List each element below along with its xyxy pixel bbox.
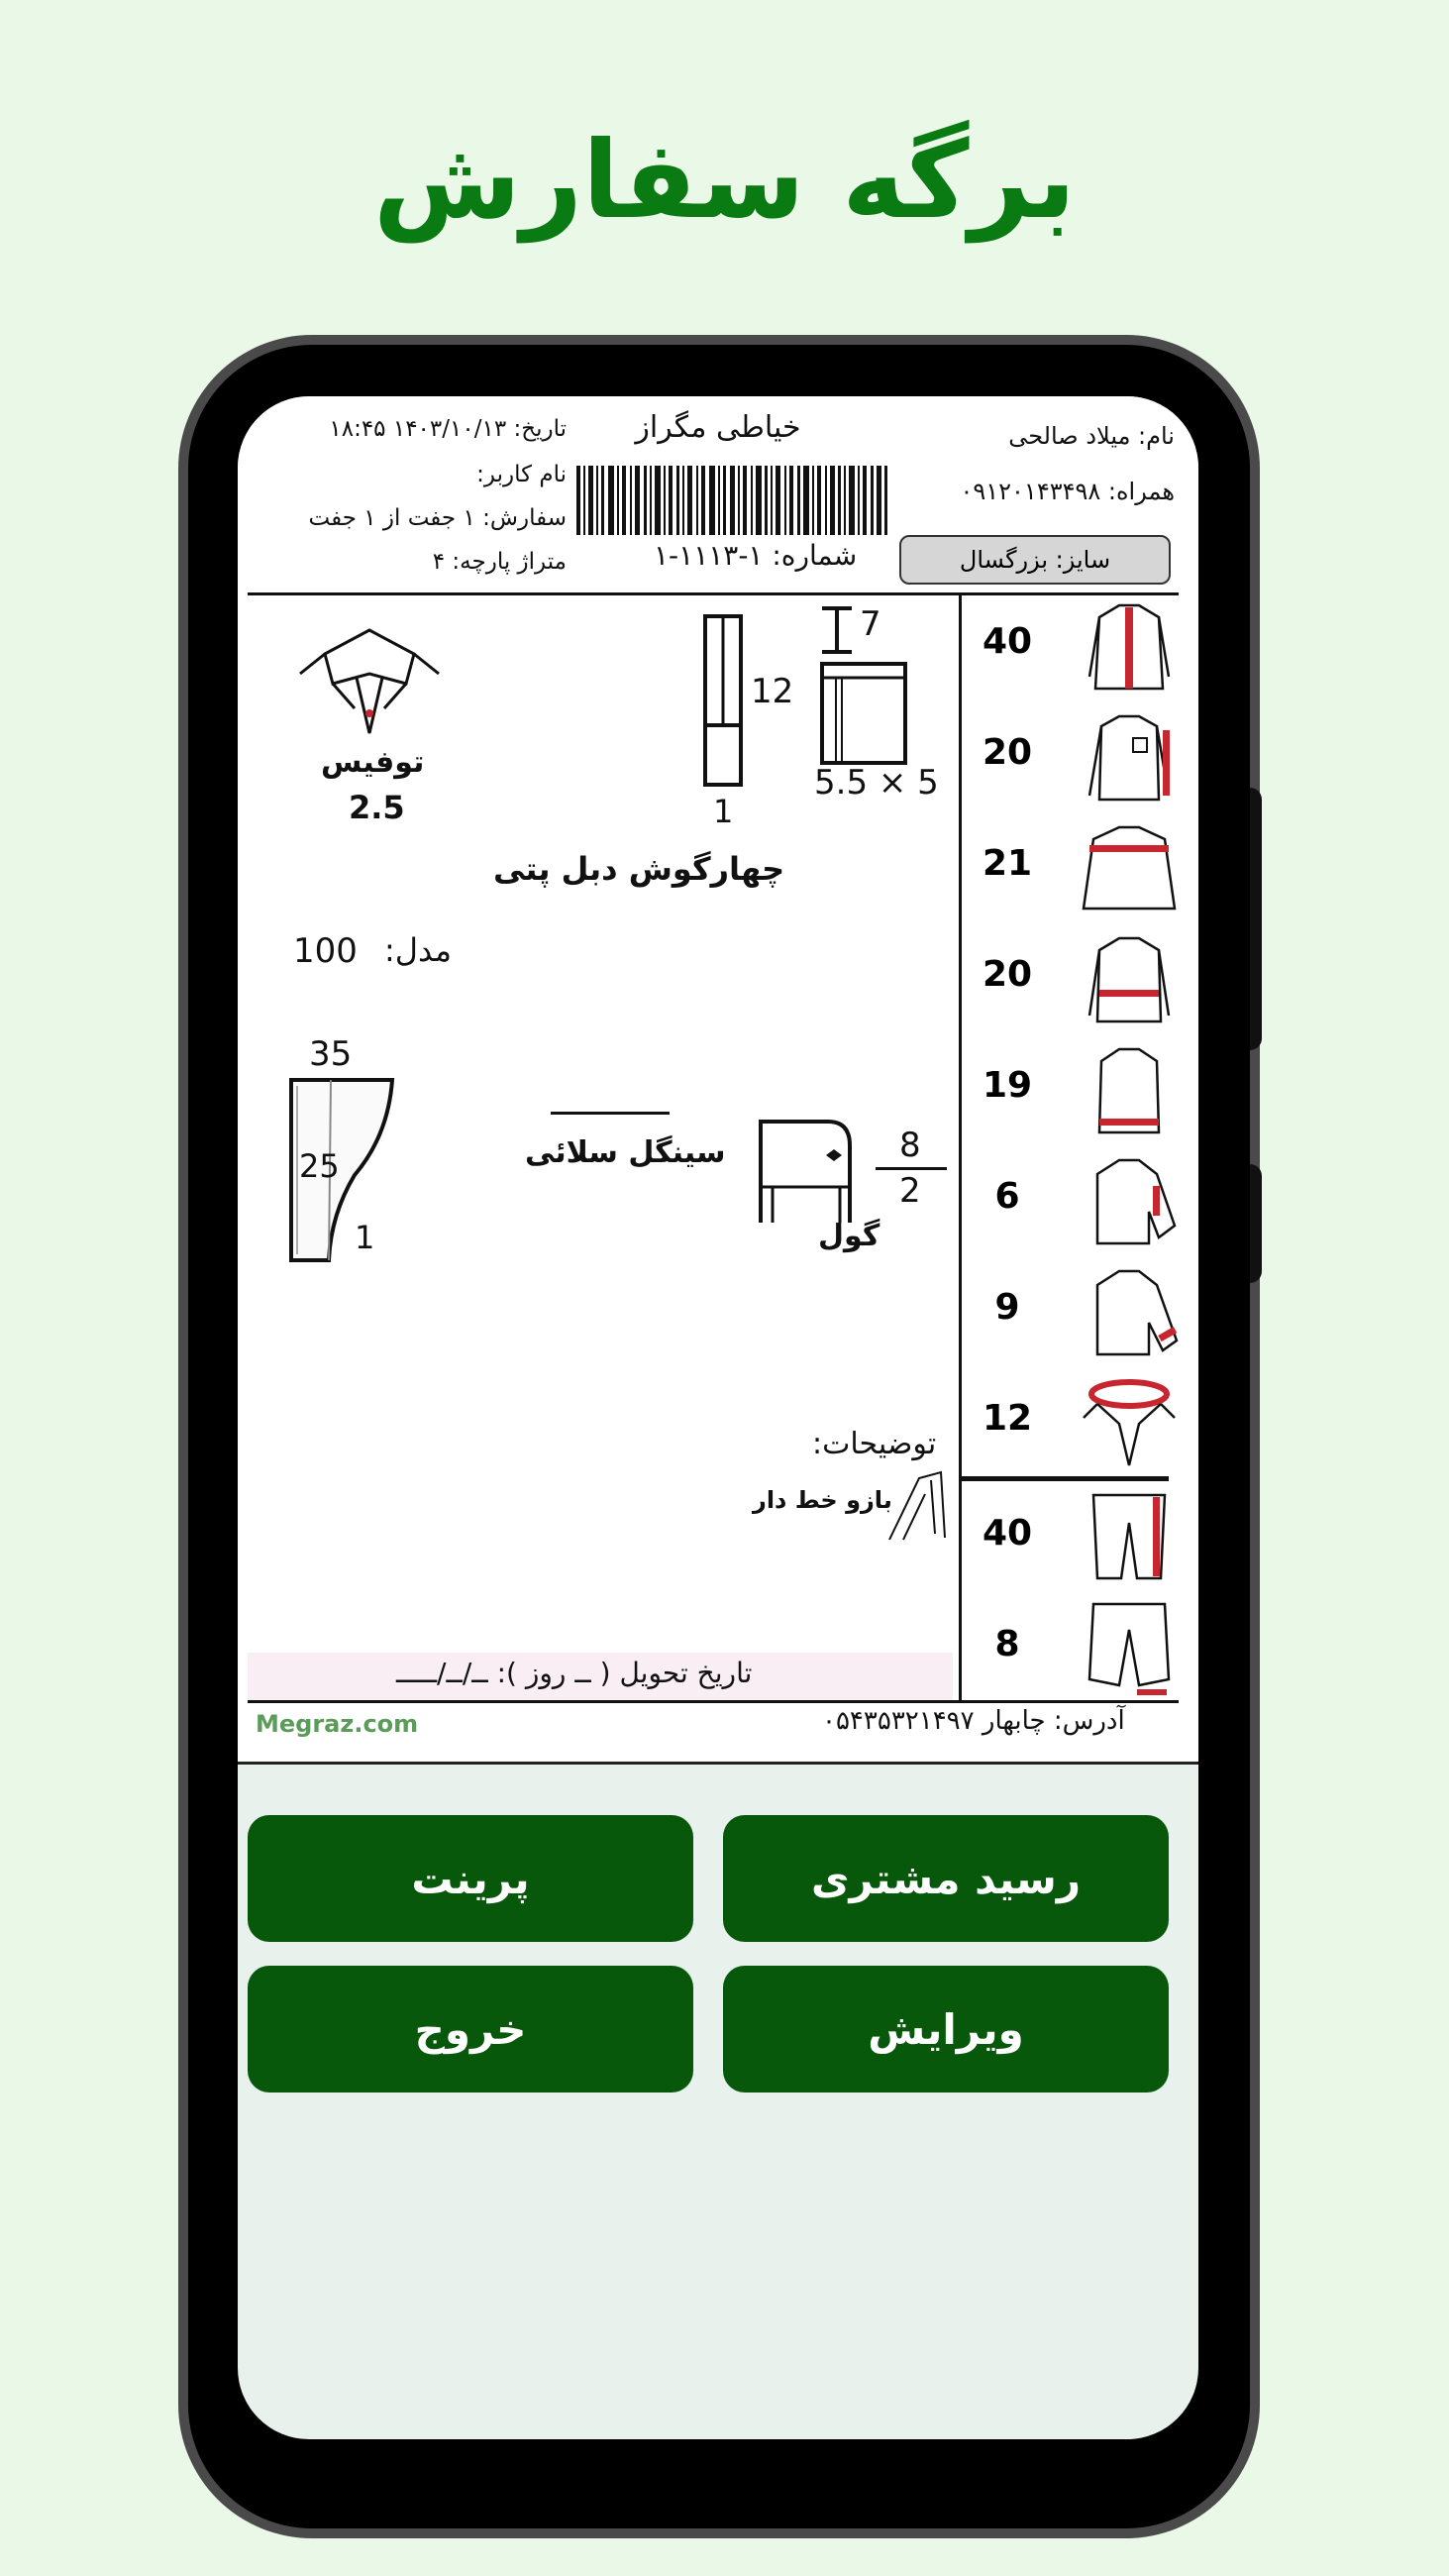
yoke-top: 35 — [309, 1034, 353, 1074]
edit-button[interactable]: ویرایش — [723, 1966, 1169, 2093]
power-button — [1250, 1164, 1262, 1283]
measurement-value: 40 — [982, 621, 1033, 662]
measurement-value: 6 — [994, 1176, 1020, 1217]
page-headline: برگه سفارش — [372, 119, 1077, 243]
yoke-bottom: 1 — [355, 1219, 375, 1256]
measurement-value: 20 — [982, 954, 1033, 995]
customer-receipt-button[interactable]: رسید مشتری — [723, 1815, 1169, 1942]
shoulder-width-icon — [1080, 819, 1179, 918]
measurement-row — [969, 1035, 1198, 1144]
pocket-size: 5.5 × 5 — [814, 763, 939, 803]
address: آدرس: چابهار ۰۵۴۳۵۳۲۱۴۹۷ — [822, 1706, 1125, 1736]
model-label: مدل: — [384, 931, 452, 969]
cuff-fraction-bar — [876, 1167, 947, 1170]
cuff-width-icon — [1080, 1263, 1179, 1362]
cuff-denominator: 2 — [899, 1171, 921, 1211]
pants-hem-icon — [1080, 1600, 1179, 1699]
sleeve-length-icon — [1080, 708, 1179, 807]
forearm-icon — [1080, 1152, 1179, 1251]
seam-line — [551, 1112, 670, 1115]
measurement-value: 19 — [982, 1065, 1033, 1106]
order-sheet — [238, 396, 1198, 1765]
placket-length: 12 — [751, 672, 794, 711]
order-number: شماره: ۱-۱۱۱۳-۱ — [654, 539, 858, 572]
measurement-row — [969, 1483, 1198, 1592]
shop-name: خیاطی مگراز — [635, 410, 801, 445]
measurement-value: 9 — [994, 1287, 1020, 1328]
model-value: 100 — [293, 931, 358, 971]
user-name: نام کاربر: — [476, 462, 567, 487]
barcode — [574, 466, 891, 535]
collar-icon — [295, 614, 444, 743]
customer-phone: همراه: ۰۹۱۲۰۱۴۳۴۹۸ — [960, 478, 1175, 505]
cuff-label: گول — [818, 1219, 880, 1253]
shirt-length-icon — [1080, 597, 1179, 697]
volume-button — [1250, 788, 1262, 1050]
measurement-row — [969, 591, 1198, 700]
measurement-row — [969, 702, 1198, 811]
order-date: تاریخ: ۱۴۰۳/۱۰/۱۳ ۱۸:۴۵ — [329, 416, 567, 442]
collar-value: 2.5 — [349, 789, 405, 826]
measurement-row — [969, 924, 1198, 1033]
chest-width-icon — [1080, 930, 1179, 1029]
measurement-row — [969, 813, 1198, 922]
pants-length-icon — [1080, 1489, 1179, 1588]
order-quantity: سفارش: ۱ جفت از ۱ جفت — [308, 505, 567, 531]
measurement-value: 40 — [982, 1513, 1033, 1554]
exit-button[interactable]: خروج — [248, 1966, 693, 2093]
measurement-row — [969, 1368, 1198, 1477]
placket-width: 1 — [713, 793, 734, 830]
collar-label: توفیس — [321, 745, 425, 780]
website-link[interactable]: Megraz.com — [256, 1710, 419, 1738]
size-badge: سایز: بزرگسال — [899, 535, 1171, 585]
measurement-value: 8 — [994, 1624, 1020, 1664]
placket-icon — [699, 612, 749, 791]
measurement-value: 21 — [982, 843, 1033, 884]
measurement-row — [969, 1594, 1198, 1703]
seam-style: سینگل سلائی — [525, 1135, 726, 1170]
fabric-meterage: متراژ پارچه: ۴ — [432, 549, 567, 575]
measurement-value: 12 — [982, 1398, 1033, 1439]
notes-label: توضیحات: — [812, 1427, 937, 1461]
measurement-row — [969, 1146, 1198, 1255]
phone-screen — [238, 396, 1198, 2439]
customer-name: نام: میلاد صالحی — [1008, 422, 1175, 450]
measurement-row — [969, 1257, 1198, 1366]
yoke-mid: 25 — [299, 1147, 340, 1185]
print-button[interactable]: پرینت — [248, 1815, 693, 1942]
cuff-numerator: 8 — [899, 1126, 921, 1165]
hem-width-icon — [1080, 1041, 1179, 1140]
notes-item: بازو خط دار — [753, 1486, 892, 1514]
measure-column-divider — [959, 592, 962, 1700]
pocket-style: چهارگوش دبل پتی — [493, 850, 785, 888]
cuff-icon — [753, 1108, 862, 1227]
delivery-date: تاریخ تحویل ( ــ روز ): ــ/ــ/ـــــ — [396, 1657, 753, 1689]
pocket-top: 7 — [860, 604, 881, 644]
neck-size-icon — [1080, 1374, 1179, 1473]
measurement-value: 20 — [982, 732, 1033, 773]
